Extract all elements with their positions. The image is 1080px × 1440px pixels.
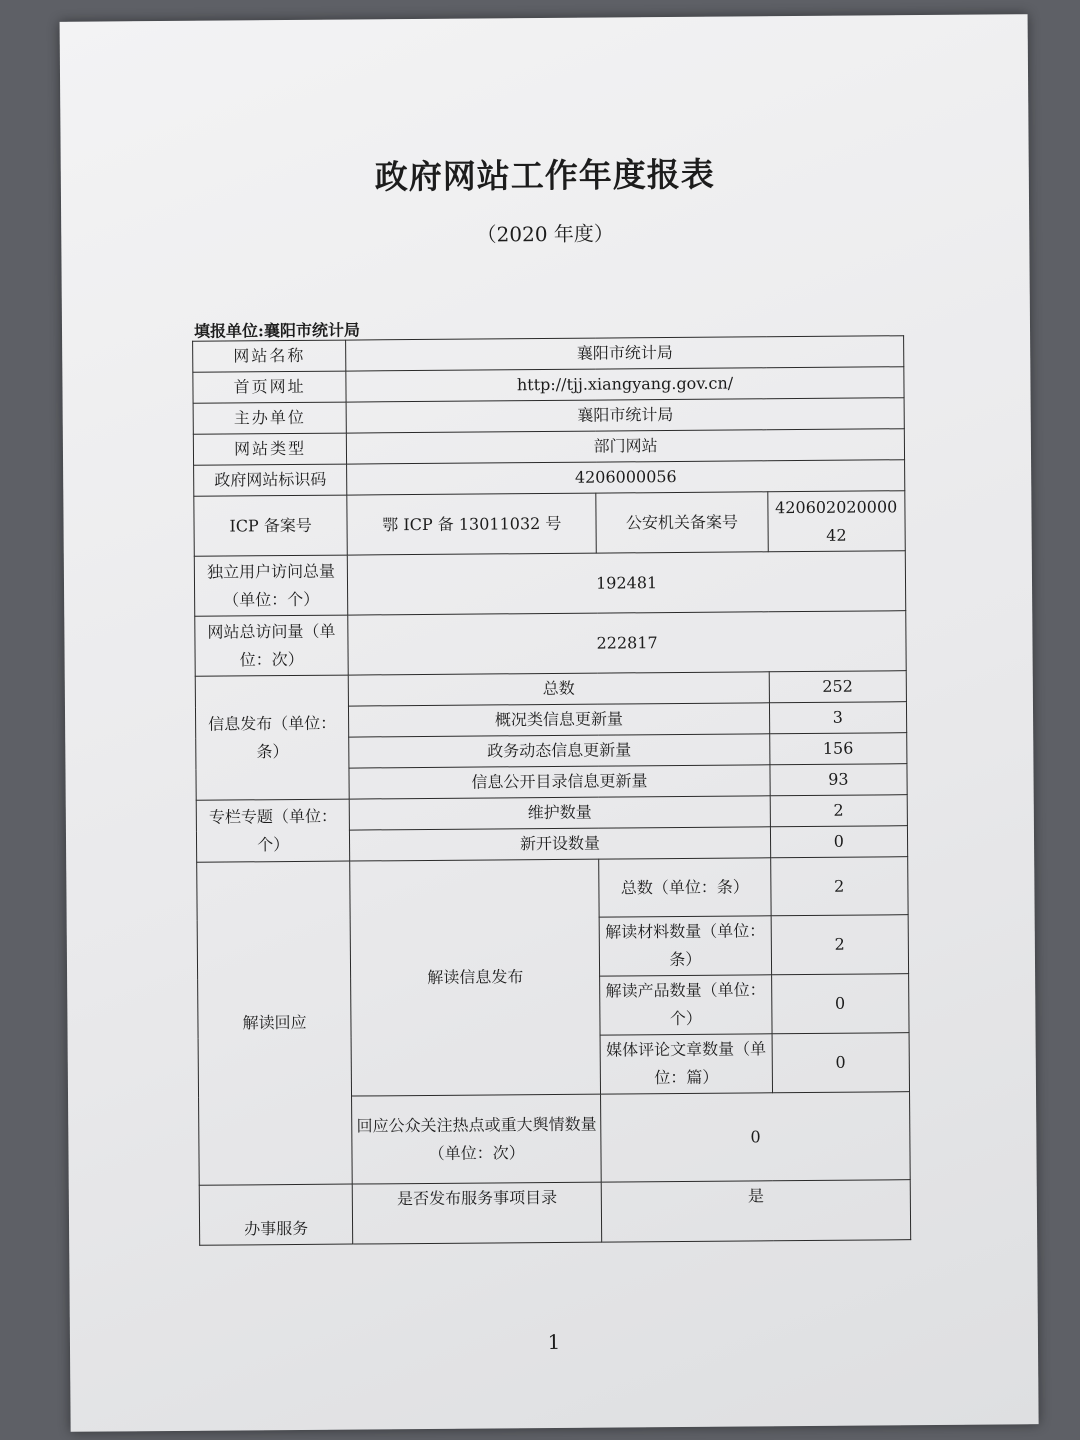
- police-record-label: 公安机关备案号: [596, 492, 768, 553]
- unique-visitors-value: 192481: [348, 551, 906, 615]
- interpretation-label: 解读回应: [197, 861, 353, 1185]
- table-row: [194, 551, 905, 617]
- table-row: [197, 857, 908, 921]
- page-number: 1: [547, 1329, 561, 1355]
- columns-row-value: 2: [770, 795, 908, 827]
- police-record-value: 42060202000042: [767, 491, 905, 552]
- unique-visitors-label: 独立用户访问总量（单位：个）: [194, 555, 348, 616]
- info-release-label: 信息发布（单位：条）: [195, 675, 349, 800]
- service-label: 办事服务: [199, 1184, 353, 1245]
- columns-row-label: 新开设数量: [350, 827, 771, 861]
- interpretation-row-value: 0: [771, 974, 909, 1034]
- site-code-label: 政府网站标识码: [194, 464, 347, 496]
- interpretation-row-value: 2: [771, 915, 909, 975]
- total-visits-label: 网站总访问量（单位：次）: [195, 615, 349, 676]
- homepage-label: 首页网址: [193, 371, 346, 403]
- reporting-unit: 填报单位:襄阳市统计局: [193, 320, 361, 341]
- interpretation-sub-label: 解读信息发布: [350, 859, 601, 1096]
- info-release-row-value: 93: [769, 764, 907, 796]
- service-row-label: 是否发布服务事项目录: [352, 1182, 602, 1244]
- response-value: 0: [601, 1092, 910, 1182]
- site-name-value: 襄阳市统计局: [346, 336, 904, 371]
- document-page: [60, 14, 1039, 1432]
- interpretation-row-value: 0: [772, 1033, 910, 1093]
- info-release-row-value: 252: [769, 671, 907, 703]
- response-label: 回应公众关注热点或重大舆情数量（单位：次）: [352, 1094, 602, 1184]
- site-code-value: 4206000056: [347, 460, 905, 495]
- icp-value: 鄂 ICP 备 13011032 号: [347, 493, 597, 555]
- columns-row-value: 0: [770, 826, 908, 858]
- host-value: 襄阳市统计局: [346, 398, 904, 433]
- site-name-label: 网站名称: [193, 340, 346, 372]
- document-title: 政府网站工作年度报表: [374, 154, 715, 197]
- interpretation-row-label: 解读材料数量（单位：条）: [599, 916, 771, 976]
- info-release-row-value: 156: [769, 733, 907, 765]
- info-release-row-label: 信息公开目录信息更新量: [349, 765, 770, 799]
- table-row: [195, 611, 906, 677]
- info-release-row-label: 概况类信息更新量: [349, 703, 770, 737]
- interpretation-row-label: 总数（单位：条）: [599, 858, 771, 917]
- info-release-row-label: 政务动态信息更新量: [349, 734, 770, 768]
- icp-label: ICP 备案号: [194, 495, 348, 556]
- report-table: [192, 335, 911, 1246]
- interpretation-row-label: 解读产品数量（单位：个）: [600, 975, 772, 1035]
- interpretation-row-label: 媒体评论文章数量（单位：篇）: [600, 1034, 772, 1094]
- site-type-label: 网站类型: [193, 433, 346, 465]
- interpretation-row-value: 2: [770, 857, 908, 916]
- info-release-row-value: 3: [769, 702, 907, 734]
- site-type-value: 部门网站: [347, 429, 905, 464]
- homepage-value: http://tjj.xiangyang.gov.cn/: [346, 367, 904, 402]
- service-row-value: 是: [602, 1180, 911, 1242]
- columns-label: 专栏专题（单位：个）: [196, 799, 350, 862]
- document-subtitle: （2020 年度）: [476, 221, 614, 247]
- columns-row-label: 维护数量: [349, 796, 770, 830]
- total-visits-value: 222817: [348, 611, 906, 675]
- table-row: [194, 491, 905, 557]
- table-row: [199, 1180, 910, 1246]
- info-release-row-label: 总数: [348, 672, 769, 706]
- host-label: 主办单位: [193, 402, 346, 434]
